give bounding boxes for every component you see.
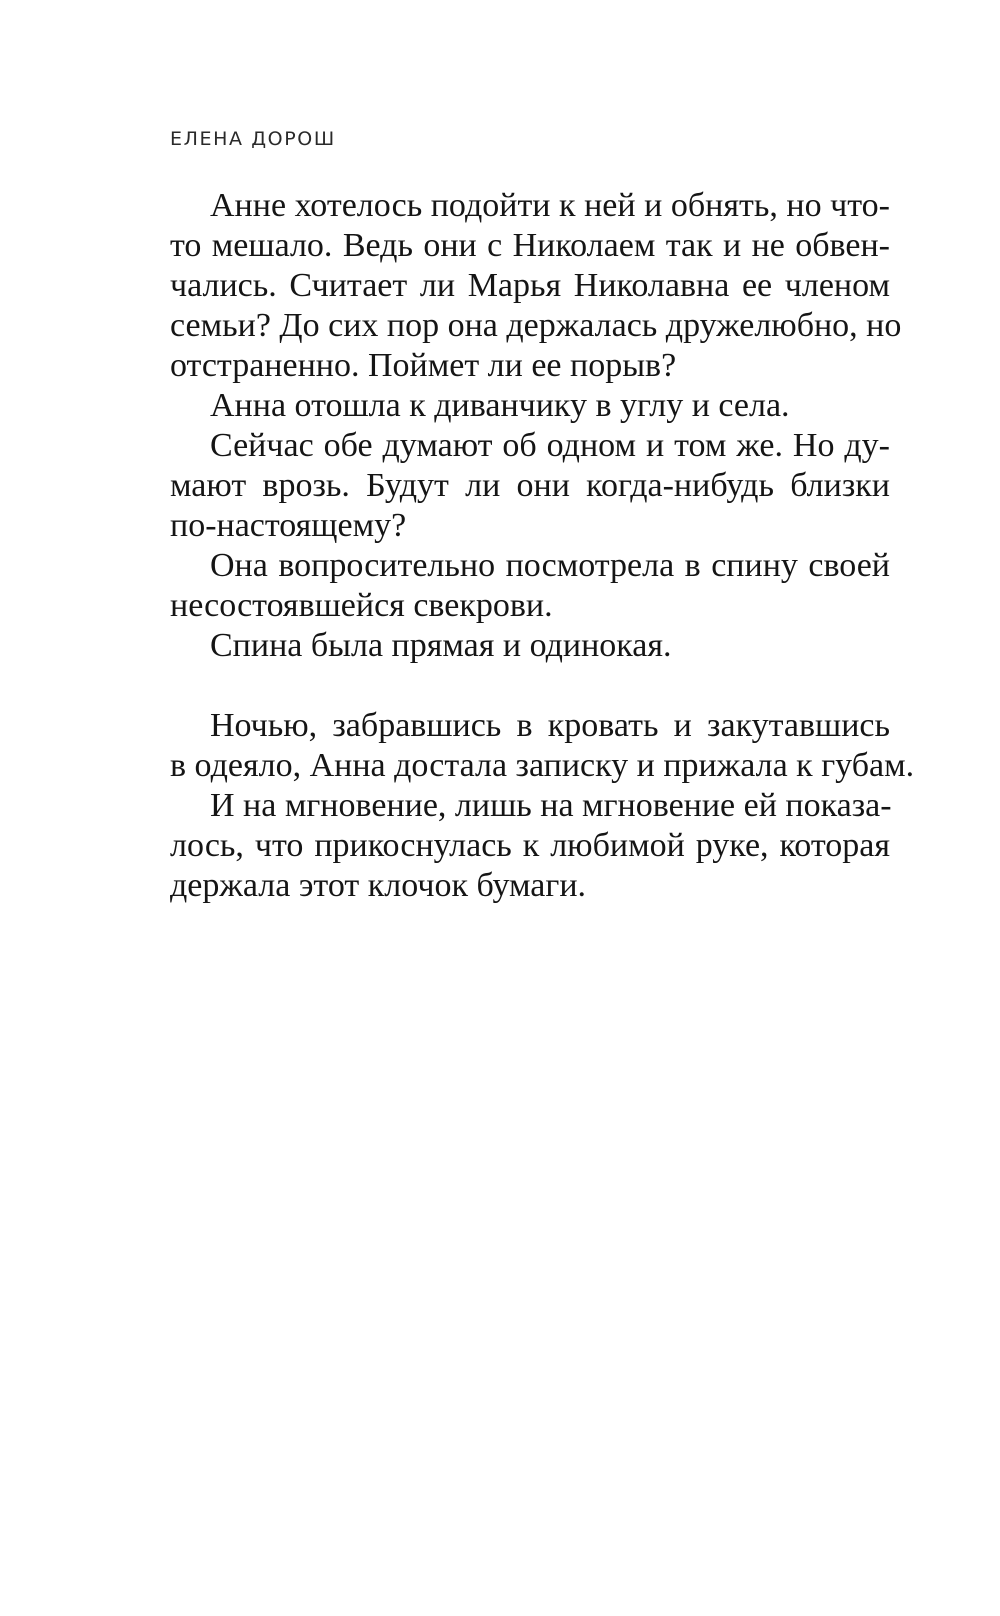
section-break — [170, 666, 890, 706]
text-line: чались. Считает ли Марья Николавна ее членом — [170, 267, 890, 304]
body-text — [170, 186, 915, 906]
text-line: несостоявшейся свекрови. — [170, 587, 553, 624]
text-line: Анна отошла к диванчику в углу и села. — [210, 387, 790, 424]
text-line: Спина была прямая и одинокая. — [210, 627, 672, 664]
text-line: отстраненно. Поймет ли ее порыв? — [170, 347, 677, 384]
text-line: то мешало. Ведь они с Николаем так и не обвен- — [170, 227, 890, 264]
text-line: И на мгновение, лишь на мгновение ей показа- — [210, 787, 892, 824]
text-line: мают врозь. Будут ли они когда-нибудь близки — [170, 467, 890, 504]
text-line: Анне хотелось подойти к ней и обнять, но что- — [210, 187, 890, 224]
text-line: по-настоящему? — [170, 507, 407, 544]
text-line: семьи? До сих пор она держалась дружелюбно, но — [170, 307, 902, 344]
running-head-author: ЕЛЕНА ДОРОШ — [170, 128, 336, 150]
text-line: Ночью, забравшись в кровать и закутавшись — [210, 707, 890, 744]
text-line: Сейчас обе думают об одном и том же. Но ду- — [210, 427, 890, 464]
text-line: держала этот клочок бумаги. — [170, 867, 587, 904]
text-line: в одеяло, Анна достала записку и прижала к губам. — [170, 747, 915, 784]
text-line: лось, что прикоснулась к любимой руке, которая — [170, 827, 890, 864]
text-line: Она вопросительно посмотрела в спину своей — [210, 547, 890, 584]
